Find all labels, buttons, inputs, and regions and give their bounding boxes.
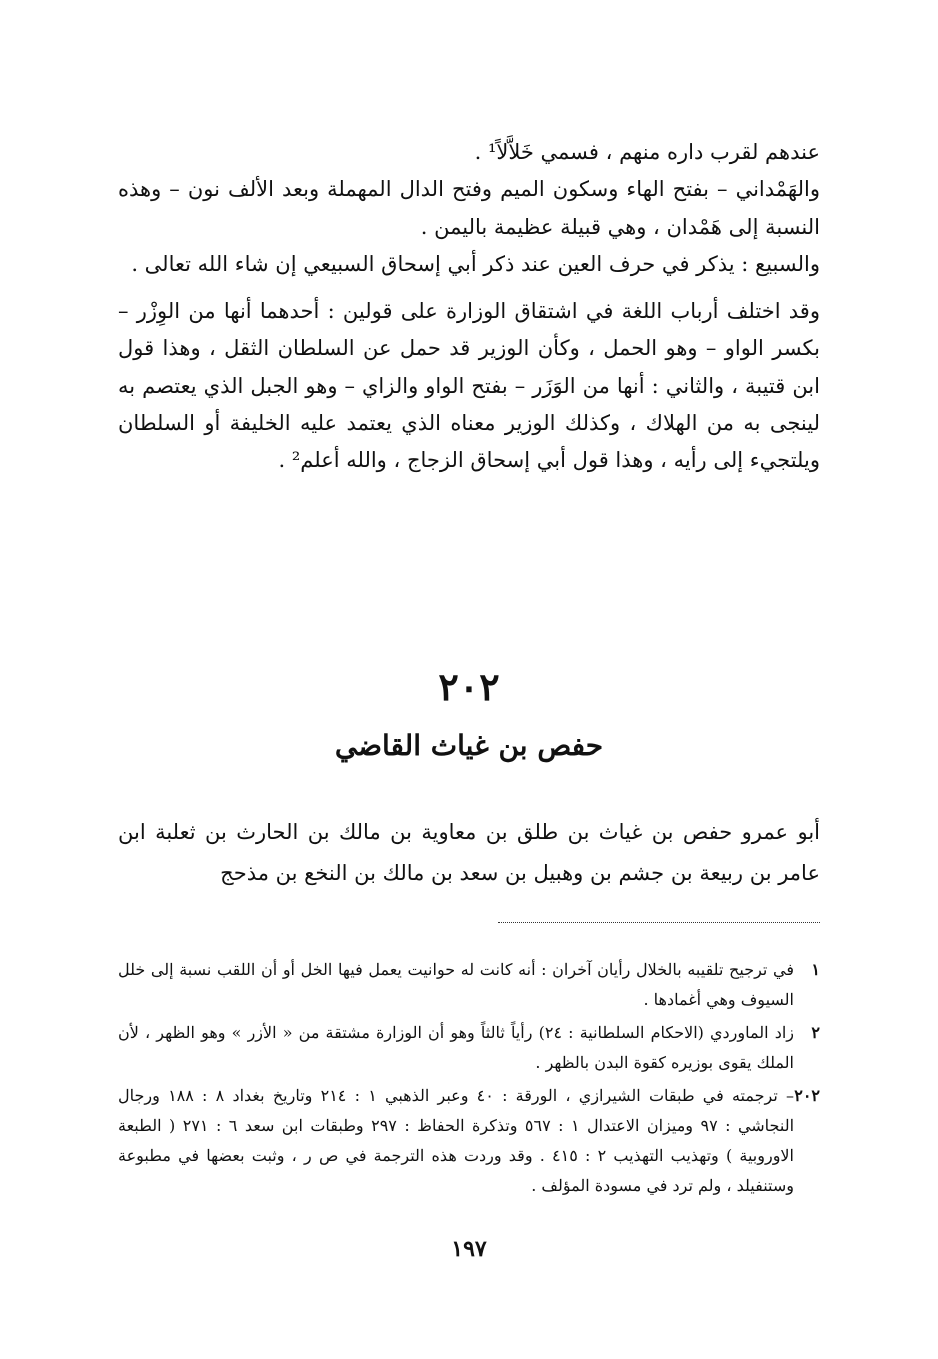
paragraph-4: وقد اختلف أرباب اللغة في اشتقاق الوزارة على قولين : أحدهما أنها من الوِزْر – بكسر الواو – وهو الحمل ، وكأن الوزير قد حمل عن السلطان الثقل ، وهذا قول ابن قتيبة ، والثاني : أنها من الوَزَر – بفتح الواو والزاي – وهو الجبل الذي يعتصم به لينجى به من الهلاك ، وكذلك الوزير معناه الذي يعتمد عليه الخليفة أو السلطان ويلتجيء إلى رأيه ، وهذا قول أبي إسحاق الزجاج ، والله أعلم² . (118, 299, 820, 473)
paragraph-1: عندهم لقرب داره منهم ، فسمي خَلاَّلاً¹ . (474, 140, 820, 164)
paragraph-gap (118, 283, 820, 293)
footnote-number: ٢٠٢ (794, 1086, 820, 1105)
entry-text-block (118, 812, 820, 894)
footnote-text: – ترجمته في طبقات الشيرازي ، الورقة : ٤٠ وعبر الذهبي ١ : ٢١٤ وتاريخ بغداد ٨ : ١٨٨ ورجال النجاشي : ٩٧ وميزان الاعتدال ١ : ٥٦٧ وتذكرة الحفاظ : ٢٩٧ وطبقات ابن سعد ٦ : ٢٧١ ( الطبعة الاوروبية ) وتهذيب التهذيب ٢ : ٤١٥ . وقد وردت هذه الترجمة في ص ر ، وثبت بعضها في مطبوعة وستنفيلد ، ولم ترد في مسودة المؤلف . (118, 1086, 795, 1195)
footnote-1 (118, 955, 820, 1015)
footnote-202 (118, 1081, 820, 1201)
paragraph-3: والسبيع : يذكر في حرف العين عند ذكر أبي إسحاق السبيعي إن شاء الله تعالى . (131, 251, 820, 276)
footnotes (118, 955, 820, 1204)
footnote-text: زاد الماوردي (الاحكام السلطانية : ٢٤) رأياً ثالثاً وهو أن الوزارة مشتقة من « الأزر » وهو الظهر ، لأن الملك يقوى بوزيره كقوة البدن بالظهر . (118, 1023, 795, 1072)
footnote-number: ١ (811, 960, 820, 979)
entry-paragraph: أبو عمرو حفص بن غياث بن طلق بن معاوية بن مالك بن الحارث بن ثعلبة ابن عامر بن ربيعة بن جشم بن وهبيل بن سعد بن مالك بن النخع بن مذحج (118, 820, 820, 885)
footnote-text: في ترجيح تلقيبه بالخلال رأيان آخران : أنه كانت له حوانيت يعمل فيها الخل أو أن اللقب نسبة إلى خلل السيوف وهي أغمادها . (118, 960, 794, 1009)
page-number: ١٩٧ (451, 1236, 487, 1262)
main-text-block (118, 134, 820, 480)
entry-title: حفص بن غياث القاضي (334, 729, 604, 762)
footnote-separator (498, 922, 820, 923)
paragraph-2: والهَمْداني – بفتح الهاء وسكون الميم وفتح الدال المهملة وبعد الألف نون – وهذه النسبة إلى هَمْدان ، وهي قبيلة عظيمة باليمن . (118, 177, 820, 239)
footnote-2 (118, 1018, 820, 1078)
footnote-number: ٢ (811, 1023, 820, 1042)
entry-number: ٢٠٢ (438, 664, 500, 709)
